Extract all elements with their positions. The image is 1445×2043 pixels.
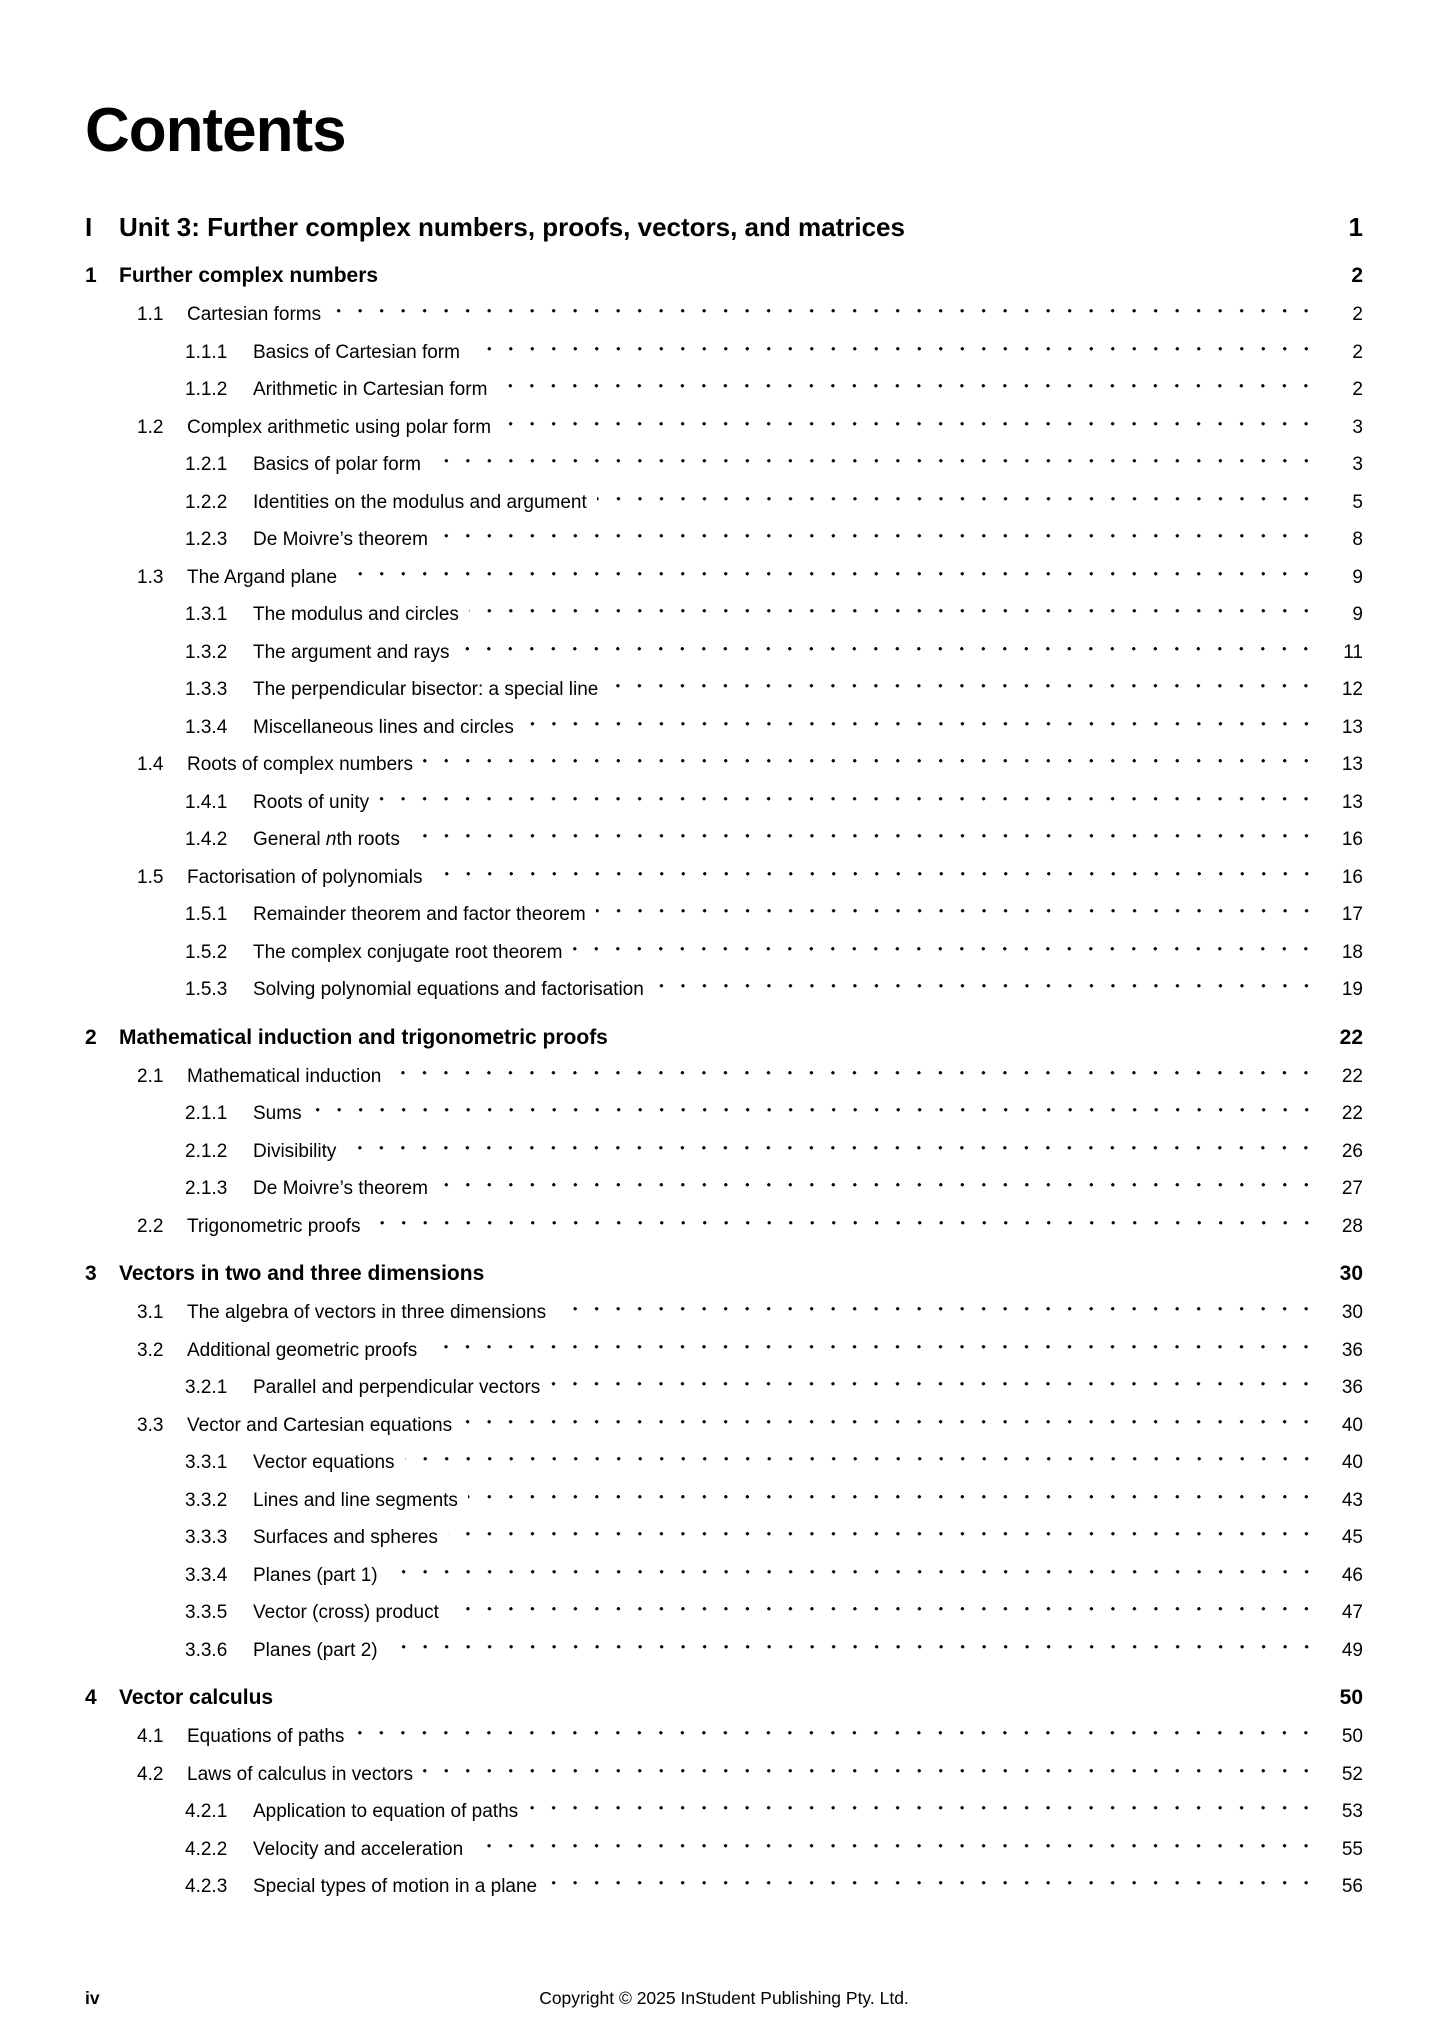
toc-entry-page-number: 50 [1341, 1726, 1363, 1747]
toc-entry-page-number: 2 [1352, 304, 1363, 325]
toc-entry-title: Planes (part 2) [253, 1639, 378, 1661]
toc-entry-page-number: 30 [1341, 1302, 1363, 1323]
toc-entry-page-number: 40 [1341, 1414, 1363, 1436]
toc-entry-title: Factorisation of polynomials [187, 866, 423, 888]
dot-leader [550, 1377, 1321, 1415]
toc-entry-title: Parallel and perpendicular vectors [253, 1377, 541, 1398]
toc-entry-title: The Argand plane [187, 566, 338, 588]
toc-entry-3-2-1 [85, 1377, 1363, 1415]
dot-leader [618, 1026, 1321, 1066]
toc-entry-number: 2.1.1 [185, 1103, 228, 1124]
toc-entry-number: 3.3 [137, 1414, 164, 1436]
toc-entry-1-2 [85, 417, 1363, 455]
toc-entry-2 [85, 1026, 1363, 1066]
toc-entry-title: Solving polynomial equations and factorisation [253, 979, 644, 1000]
toc-entry-title: Planes (part 1) [253, 1564, 378, 1586]
toc-entry-I [85, 212, 1363, 254]
dot-leader [497, 379, 1321, 417]
toc-entry-1-3 [85, 567, 1363, 605]
toc-entry-page-number: 22 [1341, 1065, 1363, 1087]
toc-entry-1 [85, 264, 1363, 304]
toc-entry-number: 3.3.2 [185, 1489, 228, 1511]
toc-entry-4 [85, 1686, 1363, 1726]
toc-entry-number: 1.2 [137, 416, 164, 438]
toc-entry-title: Divisibility [253, 1140, 337, 1162]
toc-entry-title: Vector calculus [119, 1686, 274, 1709]
toc-entry-title: Cartesian forms [187, 304, 322, 325]
dot-leader [654, 979, 1321, 1017]
toc-entry-number: 1.5.1 [185, 904, 228, 925]
dot-leader [459, 642, 1321, 680]
toc-entry-title: Vector (cross) product [253, 1602, 439, 1623]
toc-entry-1-5-2 [85, 942, 1363, 980]
toc-entry-3-2 [85, 1340, 1363, 1378]
toc-entry-1-2-2 [85, 492, 1363, 530]
toc-entry-page-number: 45 [1341, 1527, 1363, 1548]
toc-entry-title: Roots of unity [253, 791, 370, 813]
toc-entry-page-number: 13 [1341, 716, 1363, 738]
toc-entry-title: Surfaces and spheres [253, 1527, 438, 1548]
dot-leader [405, 1452, 1321, 1490]
toc-entry-number: 3.3.4 [185, 1564, 228, 1586]
dot-leader [331, 304, 1321, 342]
toc-entry-number: 4.2.2 [185, 1838, 228, 1860]
toc-entry-number: 2 [85, 1025, 97, 1049]
toc-entry-number: 1.5.3 [185, 979, 228, 1000]
toc-entry-title: Application to equation of paths [253, 1801, 519, 1822]
toc-entry-page-number: 40 [1341, 1452, 1363, 1473]
toc-entry-page-number: 9 [1352, 566, 1363, 588]
toc-entry-number: 4 [85, 1686, 97, 1709]
toc-entry-3 [85, 1262, 1363, 1302]
toc-entry-3-3-5 [85, 1602, 1363, 1640]
toc-entry-3-3-4 [85, 1565, 1363, 1603]
toc-entry-title: Vector and Cartesian equations [187, 1414, 453, 1436]
dot-leader [283, 1686, 1321, 1726]
dot-leader [427, 1340, 1321, 1378]
toc-entry-number: 3 [85, 1262, 97, 1285]
toc-entry-title: Velocity and acceleration [253, 1838, 464, 1860]
toc-entry-page-number: 28 [1341, 1215, 1363, 1237]
toc-entry-2-1 [85, 1066, 1363, 1104]
toc-entry-2-1-1 [85, 1103, 1363, 1141]
toc-entry-title: De Moivre’s theorem [253, 529, 428, 550]
toc-entry-number: 2.1 [137, 1065, 164, 1087]
dot-leader [354, 1726, 1321, 1764]
toc-entry-number: 1.1.2 [185, 379, 228, 400]
page-title: Contents [85, 96, 346, 165]
toc-entry-number: 4.2 [137, 1763, 164, 1785]
dot-leader [462, 1415, 1321, 1453]
toc-entry-page-number: 56 [1341, 1876, 1363, 1897]
toc-entry-number: 1.5.2 [185, 941, 228, 963]
dot-leader [433, 867, 1322, 905]
toc-entry-1-1-1 [85, 342, 1363, 380]
toc-entry-4-2 [85, 1764, 1363, 1802]
dot-leader [388, 1640, 1321, 1678]
toc-entry-page-number: 11 [1343, 641, 1363, 663]
dot-leader [528, 1801, 1321, 1839]
page-footer [85, 1988, 1363, 2018]
toc-entry-title: Remainder theorem and factor theorem [253, 904, 586, 925]
dot-leader [494, 1262, 1321, 1302]
dot-leader [547, 1876, 1321, 1914]
dot-leader [438, 529, 1321, 567]
dot-leader [423, 1764, 1321, 1802]
toc-entry-page-number: 36 [1341, 1339, 1363, 1361]
dot-leader [449, 1602, 1321, 1640]
toc-entry-page-number: 3 [1352, 454, 1363, 475]
toc-entry-page-number: 50 [1339, 1686, 1363, 1709]
toc-entry-page-number: 2 [1352, 341, 1363, 363]
dot-leader [524, 717, 1321, 755]
toc-entry-title: Laws of calculus in vectors [187, 1763, 413, 1785]
toc-entry-number: 4.1 [137, 1726, 164, 1747]
dot-leader [608, 679, 1321, 717]
toc-entry-page-number: 3 [1352, 416, 1363, 438]
toc-entry-2-1-3 [85, 1178, 1363, 1216]
toc-entry-number: 1.2.3 [185, 529, 228, 550]
toc-entry-number: 1.2.1 [185, 454, 228, 475]
toc-entry-title: The modulus and circles [253, 604, 459, 625]
toc-entry-page-number: 47 [1341, 1602, 1363, 1623]
page-content [85, 0, 1363, 1914]
toc-entry-number: 1.1.1 [185, 341, 228, 363]
toc-entry-page-number: 2 [1352, 379, 1363, 400]
toc-entry-1-2-1 [85, 454, 1363, 492]
dot-leader [470, 342, 1321, 380]
toc-entry-number: 1.2.2 [185, 491, 228, 513]
toc-entry-number: 3.3.5 [185, 1602, 228, 1623]
toc-entry-number: 1.3.4 [185, 716, 228, 738]
toc-entry-page-number: 49 [1341, 1639, 1363, 1661]
toc-entry-title: General nth roots [253, 829, 400, 850]
dot-leader [388, 1565, 1321, 1603]
toc-entry-4-1 [85, 1726, 1363, 1764]
dot-leader [388, 264, 1321, 304]
toc-entry-number: 1.4.2 [185, 829, 228, 850]
toc-entry-title: Identities on the modulus and argument [253, 491, 587, 513]
dot-leader [410, 829, 1321, 867]
dot-leader [556, 1302, 1321, 1340]
toc-entry-page-number: 36 [1341, 1377, 1363, 1398]
dot-leader [915, 212, 1321, 254]
toc-entry-number: 2.2 [137, 1215, 164, 1237]
toc-entry-title: The algebra of vectors in three dimensions [187, 1302, 547, 1323]
toc-entry-title: The argument and rays [253, 641, 450, 663]
toc-entry-title: Mathematical induction and trigonometric proofs [119, 1025, 608, 1049]
toc-entry-page-number: 1 [1348, 212, 1363, 242]
toc-entry-number: 1.3 [137, 566, 164, 588]
toc-entry-number: 3.3.3 [185, 1527, 228, 1548]
toc-entry-number: 3.3.6 [185, 1639, 228, 1661]
toc-entry-1-3-3 [85, 679, 1363, 717]
toc-entry-page-number: 5 [1352, 491, 1363, 513]
toc-entry-title: Special types of motion in a plane [253, 1876, 538, 1897]
toc-entry-page-number: 30 [1339, 1262, 1363, 1285]
toc-entry-title: The complex conjugate root theorem [253, 941, 563, 963]
toc-entry-1-1 [85, 304, 1363, 342]
toc-entry-4-2-3 [85, 1876, 1363, 1914]
toc-entry-1-5-1 [85, 904, 1363, 942]
toc-entry-number: 1.5 [137, 866, 164, 888]
toc-entry-title: Additional geometric proofs [187, 1339, 418, 1361]
toc-entry-title: Complex arithmetic using polar form [187, 416, 492, 438]
folio-page-number: iv [85, 1988, 100, 2008]
toc-entry-number: 1.1 [137, 304, 164, 325]
toc-entry-title: Further complex numbers [119, 264, 379, 287]
dot-leader [391, 1066, 1321, 1104]
toc-entry-page-number: 16 [1341, 829, 1363, 850]
toc-entry-page-number: 2 [1351, 264, 1363, 287]
dot-leader [597, 492, 1321, 530]
toc-entry-title: Sums [253, 1103, 302, 1124]
toc-entry-page-number: 16 [1341, 866, 1363, 888]
toc-entries [85, 212, 1363, 1914]
toc-entry-page-number: 9 [1352, 604, 1363, 625]
toc-entry-title: The perpendicular bisector: a special line [253, 679, 599, 700]
toc-entry-page-number: 22 [1339, 1025, 1363, 1049]
toc-entry-number: 4.2.1 [185, 1801, 228, 1822]
dot-leader [438, 1178, 1321, 1216]
dot-leader [469, 604, 1321, 642]
toc-entry-title: Roots of complex numbers [187, 754, 413, 775]
dot-leader [473, 1839, 1321, 1877]
dot-leader [468, 1490, 1321, 1528]
toc-entry-1-3-4 [85, 717, 1363, 755]
toc-entry-title: Vectors in two and three dimensions [119, 1262, 485, 1285]
toc-entry-number: I [85, 212, 93, 242]
toc-entry-page-number: 52 [1341, 1763, 1363, 1785]
toc-entry-page-number: 13 [1341, 754, 1363, 775]
toc-entry-number: 2.1.2 [185, 1140, 228, 1162]
toc-entry-4-2-2 [85, 1839, 1363, 1877]
toc-entry-1-4-1 [85, 792, 1363, 830]
toc-entry-1-3-2 [85, 642, 1363, 680]
dot-leader [431, 454, 1321, 492]
toc-entry-3-3-3 [85, 1527, 1363, 1565]
toc-entry-2-1-2 [85, 1141, 1363, 1179]
toc-entry-number: 1.3.1 [185, 604, 228, 625]
toc-entry-1-4-2 [85, 829, 1363, 867]
toc-entry-page-number: 26 [1341, 1140, 1363, 1162]
toc-entry-1-5-3 [85, 979, 1363, 1017]
toc-entry-title: Vector equations [253, 1452, 395, 1473]
dot-leader [312, 1103, 1321, 1141]
dot-leader [347, 567, 1321, 605]
toc-entry-3-3 [85, 1415, 1363, 1453]
dot-leader [346, 1141, 1321, 1179]
dot-leader [596, 904, 1321, 942]
toc-entry-title: Arithmetic in Cartesian form [253, 379, 488, 400]
toc-entry-title: Mathematical induction [187, 1065, 382, 1087]
toc-entry-page-number: 17 [1341, 904, 1363, 925]
toc-entry-number: 1.3.2 [185, 641, 228, 663]
toc-entry-title: Lines and line segments [253, 1489, 458, 1511]
toc-entry-4-2-1 [85, 1801, 1363, 1839]
toc-entry-page-number: 55 [1341, 1838, 1363, 1860]
toc-entry-number: 2.1.3 [185, 1178, 228, 1199]
toc-entry-page-number: 12 [1341, 679, 1363, 700]
toc-entry-number: 1.4.1 [185, 791, 228, 813]
toc-entry-title: Basics of polar form [253, 454, 421, 475]
dot-leader [371, 1216, 1321, 1254]
dot-leader [572, 942, 1321, 980]
toc-entry-number: 1.3.3 [185, 679, 228, 700]
toc-entry-page-number: 8 [1352, 529, 1363, 550]
toc-entry-number: 3.1 [137, 1302, 164, 1323]
toc-entry-page-number: 46 [1341, 1564, 1363, 1586]
toc-entry-1-5 [85, 867, 1363, 905]
toc-entry-page-number: 18 [1341, 941, 1363, 963]
toc-entry-1-3-1 [85, 604, 1363, 642]
toc-entry-number: 3.3.1 [185, 1452, 228, 1473]
toc-entry-page-number: 53 [1341, 1801, 1363, 1822]
toc-entry-1-1-2 [85, 379, 1363, 417]
toc-entry-2-2 [85, 1216, 1363, 1254]
toc-entry-3-3-6 [85, 1640, 1363, 1678]
toc-entry-title: Basics of Cartesian form [253, 341, 460, 363]
toc-entry-title: Unit 3: Further complex numbers, proofs, vectors, and matrices [119, 212, 905, 242]
toc-entry-page-number: 43 [1341, 1489, 1363, 1511]
dot-leader [448, 1527, 1321, 1565]
dot-leader [423, 754, 1321, 792]
toc-entry-number: 3.2 [137, 1339, 164, 1361]
toc-entry-title: Equations of paths [187, 1726, 345, 1747]
toc-entry-page-number: 13 [1341, 791, 1363, 813]
toc-entry-1-4 [85, 754, 1363, 792]
toc-entry-3-1 [85, 1302, 1363, 1340]
toc-entry-page-number: 27 [1341, 1178, 1363, 1199]
toc-entry-3-3-2 [85, 1490, 1363, 1528]
toc-entry-page-number: 19 [1341, 979, 1363, 1000]
toc-entry-title: Trigonometric proofs [187, 1215, 361, 1237]
toc-entry-3-3-1 [85, 1452, 1363, 1490]
toc-entry-number: 3.2.1 [185, 1377, 228, 1398]
toc-entry-title: De Moivre’s theorem [253, 1178, 428, 1199]
dot-leader [501, 417, 1321, 455]
toc-entry-page-number: 22 [1341, 1103, 1363, 1124]
toc-entry-title: Miscellaneous lines and circles [253, 716, 514, 738]
toc-entry-number: 1 [85, 264, 97, 287]
toc-entry-number: 1.4 [137, 754, 164, 775]
dot-leader [379, 792, 1321, 830]
toc-entry-number: 4.2.3 [185, 1876, 228, 1897]
copyright-notice: Copyright © 2025 InStudent Publishing Pty. Ltd. [539, 1988, 909, 2008]
toc-entry-1-2-3 [85, 529, 1363, 567]
